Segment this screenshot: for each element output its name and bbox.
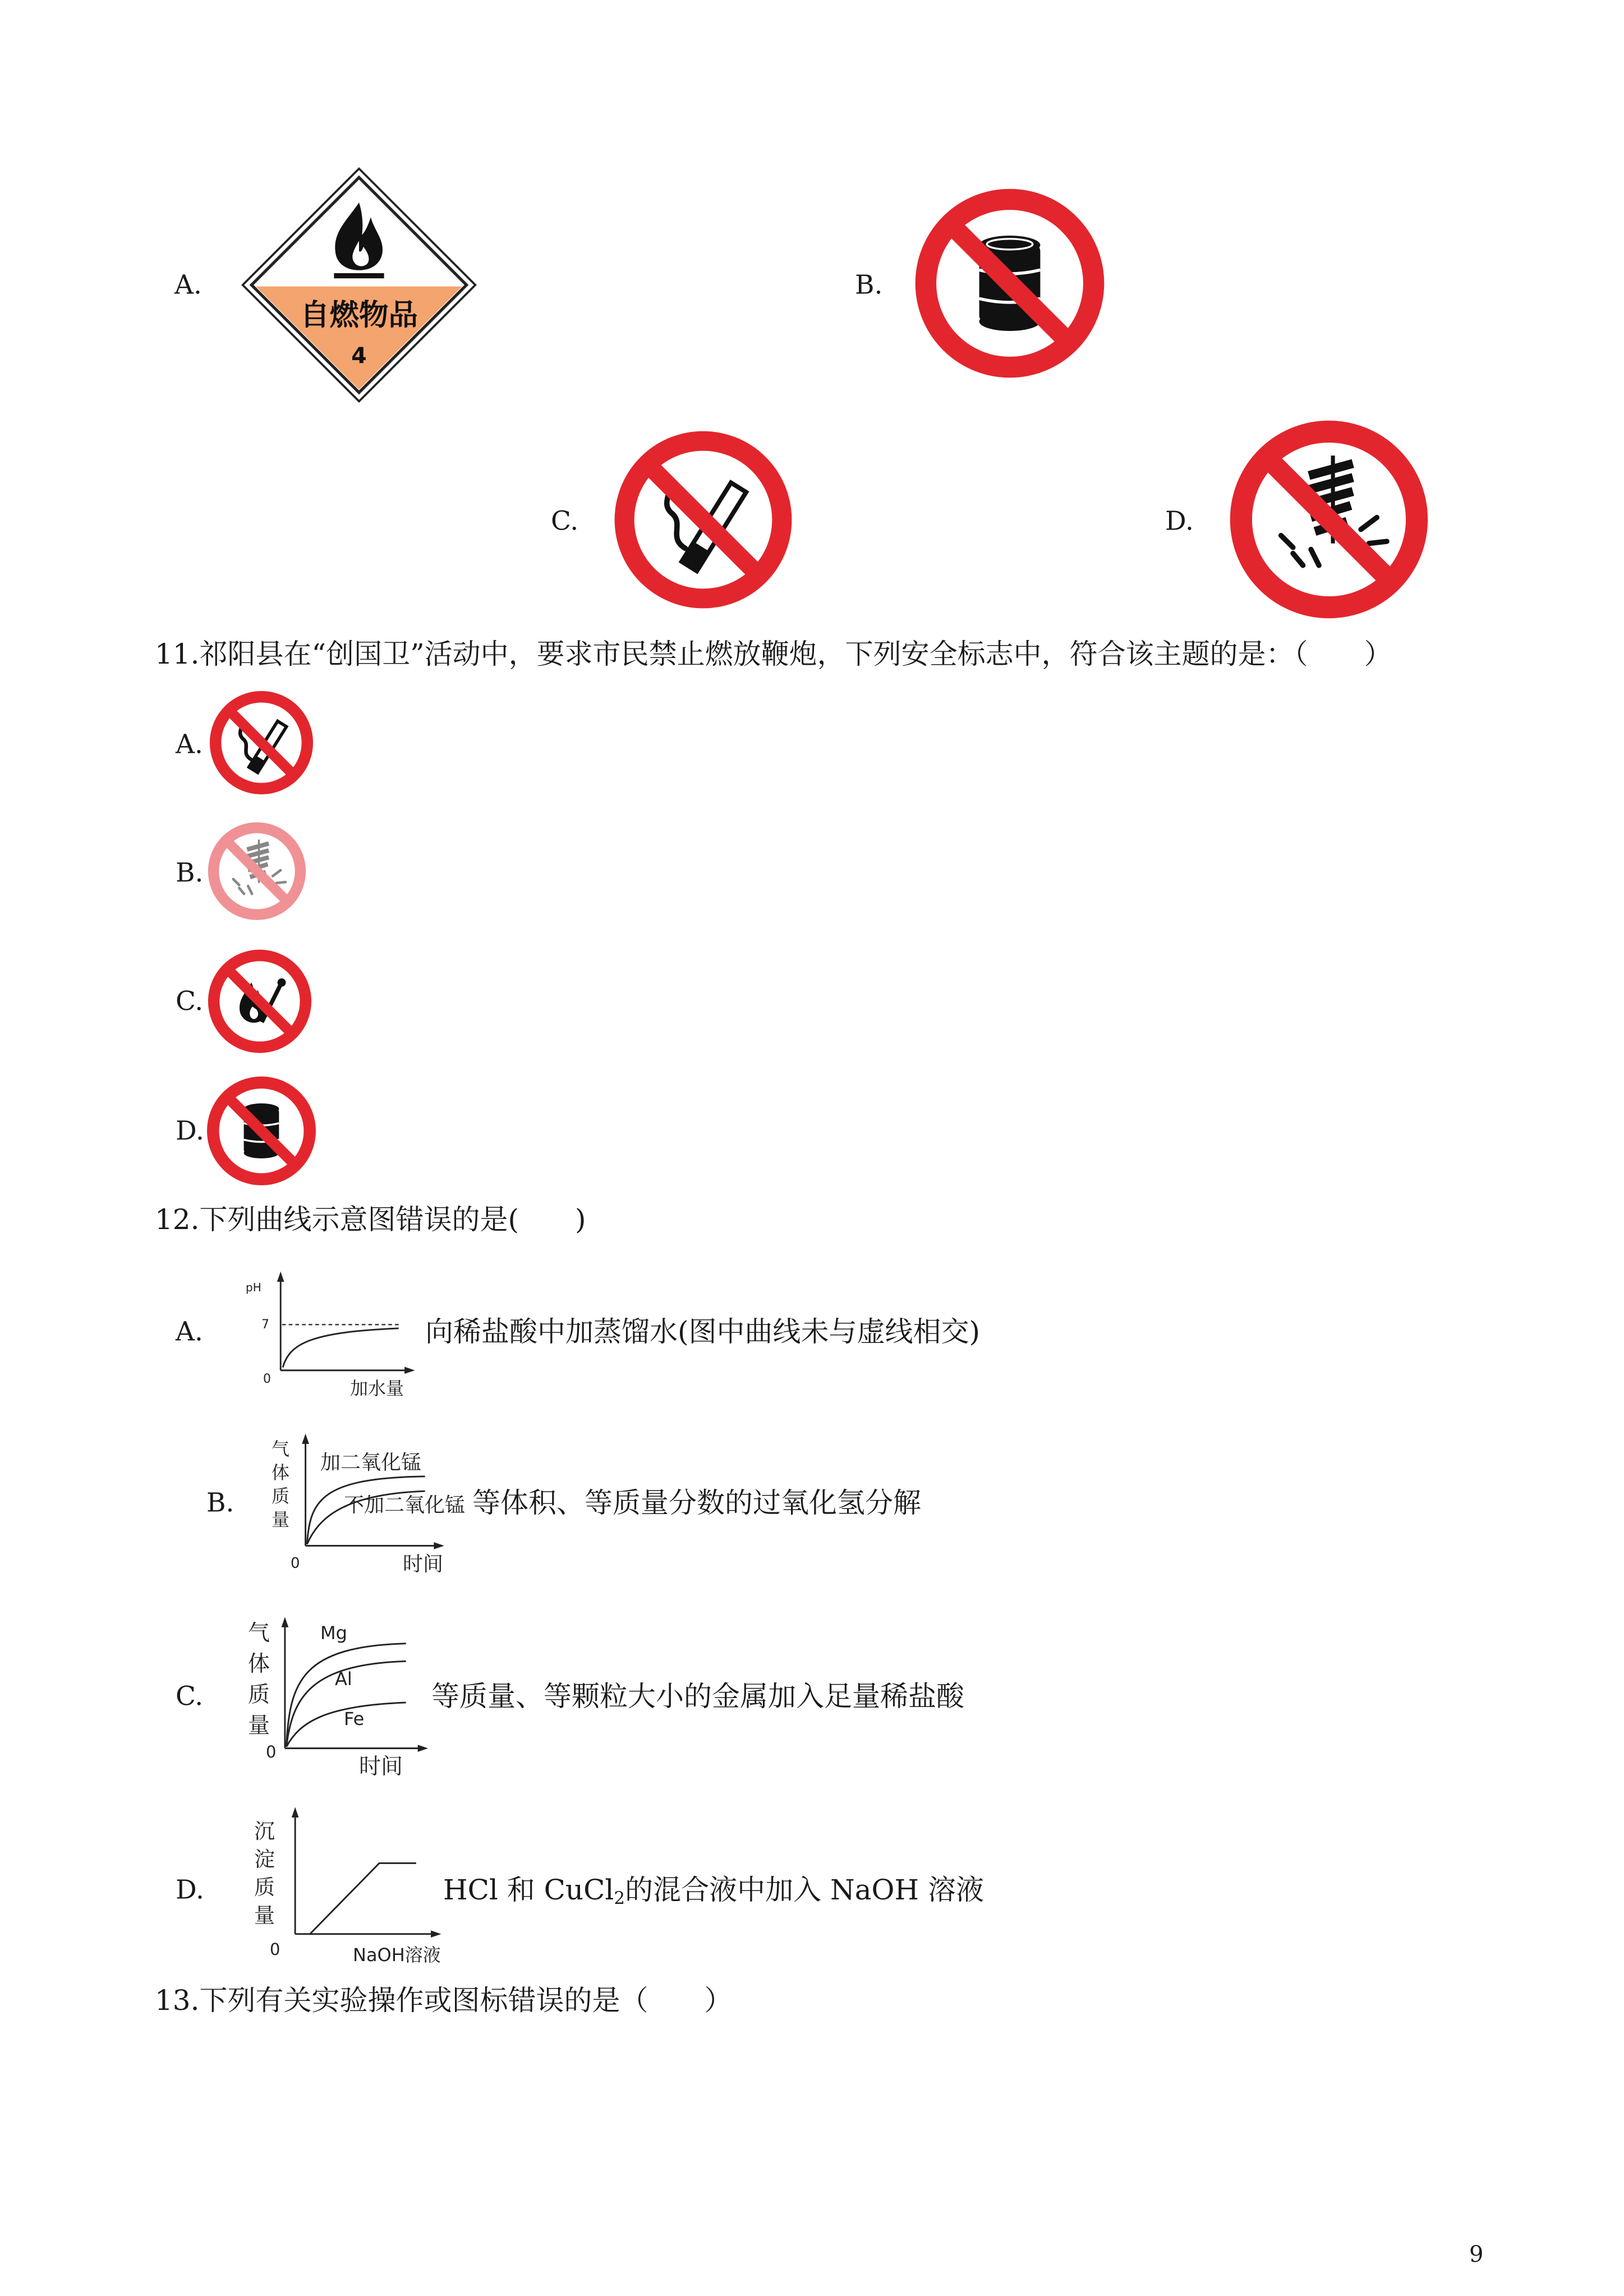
origin-label: 0 — [270, 1940, 280, 1959]
no-oil-drum-sign-icon — [914, 188, 1105, 379]
q12-option-c-label: C. — [176, 1681, 204, 1712]
q12-option-b-text: 等体积、等质量分数的过氧化氢分解 — [472, 1487, 921, 1519]
q12-option-d-text-part1: HCl 和 CuCl — [443, 1874, 614, 1906]
no-firecrackers-sign-icon — [1229, 420, 1429, 619]
spontaneous-combustion-hazard-sign-icon — [241, 167, 477, 403]
no-oil-drum-sign-icon — [206, 1076, 316, 1186]
q12-option-d-text-part2: 的混合液中加入 NaOH 溶液 — [625, 1874, 984, 1906]
q12-graph-b — [263, 1432, 477, 1580]
curve-label-catalyst: 加二氧化锰 — [320, 1451, 422, 1474]
x-axis-label: NaOH溶液 — [353, 1944, 441, 1966]
q10-option-a-label: A. — [174, 269, 202, 301]
y-axis-label: 气体质量 — [272, 1438, 290, 1530]
page-number: 9 — [1469, 2242, 1484, 2267]
q12-stem: 12.下列曲线示意图错误的是( ) — [155, 1203, 586, 1236]
q12-option-c-text: 等质量、等颗粒大小的金属加入足量稀盐酸 — [431, 1680, 964, 1713]
y-axis-label: 沉淀质量 — [254, 1819, 275, 1927]
q10-option-b-label: B. — [855, 269, 883, 301]
curve-label-mg: Mg — [320, 1622, 347, 1644]
q13-stem: 13.下列有关实验操作或图标错误的是（ ） — [155, 1984, 733, 2017]
y-tick-label: 7 — [261, 1318, 269, 1332]
x-axis-label: 时间 — [403, 1553, 444, 1576]
no-firecrackers-sign-icon — [208, 822, 306, 921]
no-smoking-sign-icon — [614, 430, 793, 609]
q11-stem: 11.祁阳县在“创国卫”活动中，要求市民禁止燃放鞭炮，下列安全标志中，符合该主题的是：（ ） — [155, 638, 1392, 670]
q12-option-d-text — [443, 1874, 984, 1908]
origin-label: 0 — [291, 1555, 300, 1572]
q12-option-d-subscript: 2 — [614, 1888, 625, 1908]
no-smoking-sign-icon — [209, 691, 314, 795]
q12-option-d-label: D. — [176, 1874, 204, 1906]
q11-option-b-label: B. — [176, 857, 204, 889]
q11-option-a-label: A. — [176, 729, 203, 760]
q12-option-b-label: B. — [206, 1487, 234, 1519]
origin-label: 0 — [263, 1372, 271, 1386]
x-axis-label: 加水量 — [350, 1378, 404, 1399]
hazard-sign-text: 自燃物品 — [300, 297, 418, 332]
q12-graph-c — [241, 1614, 433, 1784]
q10-option-c-label: C. — [551, 505, 579, 537]
curve-label-fe: Fe — [344, 1708, 365, 1729]
y-axis-label: 气体质量 — [248, 1621, 270, 1738]
q12-option-a-label: A. — [176, 1316, 203, 1347]
q10-option-d-label: D. — [1165, 505, 1194, 537]
x-axis-label: 时间 — [359, 1754, 403, 1779]
no-open-flame-sign-icon — [208, 949, 312, 1053]
curve-label-no-catalyst: 不加二氧化锰 — [344, 1494, 466, 1517]
q12-graph-d — [248, 1804, 447, 1974]
hazard-sign-class-number: 4 — [351, 343, 367, 369]
y-axis-label: pH — [246, 1281, 261, 1294]
q11-option-d-label: D. — [176, 1115, 204, 1147]
q12-graph-a — [233, 1270, 425, 1406]
origin-label: 0 — [266, 1742, 277, 1761]
q11-option-c-label: C. — [176, 986, 204, 1017]
curve-label-al: Al — [335, 1668, 352, 1690]
q12-option-a-text: 向稀盐酸中加蒸馏水(图中曲线未与虚线相交) — [425, 1315, 981, 1348]
